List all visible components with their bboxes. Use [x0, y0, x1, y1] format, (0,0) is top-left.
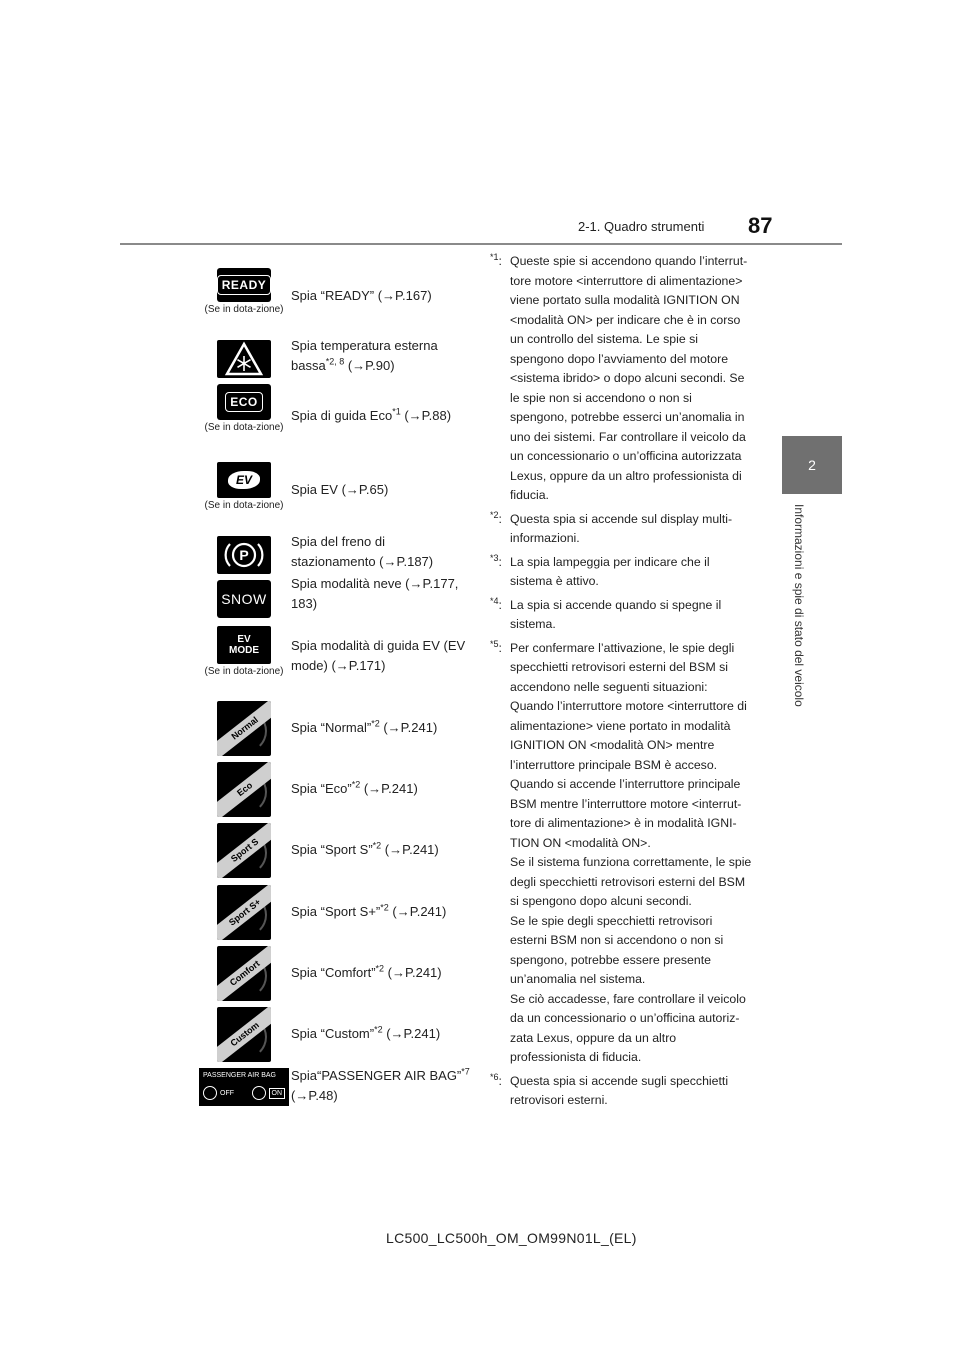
footnote-4: $^{*4}$: La spia si accende quando si spegne il sistema. [490, 595, 722, 631]
snow-mode-icon: SNOW [217, 580, 271, 618]
indicator-label: Spia “Comfort”$^{*2}$ (→P.241) [291, 963, 442, 980]
airbag-off-icon: OFF [203, 1086, 234, 1100]
parking-brake-icon [217, 536, 271, 574]
header-rule [120, 243, 842, 245]
indicator-row-snow [199, 576, 469, 620]
footnote-1: $^{*1}$: Queste spie si accendono quando l’interrut-tore motore <interruttore di alimentazione> viene portato sulla modalità IGNITION ON <modalità ON> per indicare che è in corso un controllo del sistema. Le spie si spengono dopo l’avviamento del motore <sistema ibrido> o dopo alcuni secondi. Se le spie non si accendono o non si spengono, potrebbe esserci un’anomalia in uno dei sistemi. Far controllare il veicolo da un concessionario o un’officina autorizzata Lexus, oppure da un altro professionista di fiducia. [490, 251, 748, 502]
ready-indicator-icon: READY [217, 268, 271, 302]
document-code: LC500_LC500h_OM_OM99N01L_(EL) [386, 1230, 637, 1246]
indicator-label: Spia “Sport S+”$^{*2}$ (→P.241) [291, 902, 447, 919]
indicator-row-ev [199, 462, 469, 532]
indicator-label: Spia “READY” (→P.167) [291, 288, 432, 303]
footnote-3: $^{*3}$: La spia lampeggia per indicare che il sistema è attivo. [490, 552, 710, 588]
optional-note: (Se in dota-zione) [204, 422, 284, 433]
chapter-tab [782, 436, 842, 494]
indicator-label: Spia “Custom”$^{*2}$ (→P.241) [291, 1024, 441, 1041]
indicator-label: Spia del freno di stazionamento (→P.187) [291, 534, 434, 569]
optional-note: (Se in dota-zione) [204, 304, 284, 315]
indicator-row-sport-s [199, 823, 469, 879]
indicator-label: Spia temperatura esterna bassa$^{*2, 8}$ (→P.90) [291, 338, 438, 373]
chapter-number: 2 [808, 457, 816, 473]
comfort-mode-icon: Comfort [217, 946, 271, 1001]
sport-s-mode-icon: Sport S [217, 823, 271, 878]
indicator-label: Spia “Sport S”$^{*2}$ (→P.241) [291, 840, 439, 857]
page-number: 87 [748, 213, 773, 238]
indicator-label: Spia modalità neve (→P.177, 183) [291, 576, 459, 611]
indicator-label: Spia di guida Eco$^{*1}$ (→P.88) [291, 406, 452, 423]
footnote-5: $^{*5}$: Per confermare l’attivazione, le spie degli specchietti retrovisori esterni del BSM si accendono nelle seguenti situazioni: Quando l’interruttore motore <interruttore di alimentazione> viene portato in modalità IGNITION ON <modalità ON> mentre l’interruttore principale BSM è acceso. Quando si accende l’interruttore principale BSM mentre l’interruttore motore <interrut-tore di alimentazione> è in modalità IGNI-TION ON <modalità ON>. Se il sistema funziona correttamente, le spie degli specchietti retrovisori esterni del BSM si spengono dopo alcuni secondi. Se le spie degli specchietti retrovisori esterni BSM non si accendono o non si spengono, potrebbe essere presente un’anomalia nel sistema. Se ciò accadesse, fare controllare il veicolo da un concessionario o un’officina autoriz-zata Lexus, oppure da un altro professionista di fiducia. [490, 638, 752, 1064]
optional-note: (Se in dota-zione) [204, 666, 284, 677]
indicator-row-low-temp [199, 340, 469, 380]
indicator-row-ready [199, 268, 469, 336]
ev-indicator-icon: EV [217, 462, 271, 498]
chapter-title: Informazioni e spie di stato del veicolo [792, 504, 806, 707]
normal-mode-icon: Normal [217, 701, 271, 756]
indicator-label: Spia modalità di guida EV (EV mode) (→P.171) [291, 638, 466, 673]
indicator-row-eco [199, 762, 469, 818]
svg-text:P: P [239, 547, 249, 563]
passenger-airbag-icon: PASSENGER AIR BAG OFF ON [199, 1068, 289, 1106]
eco-indicator-icon: ECO [217, 384, 271, 420]
footnote-6: $^{*6}$: Questa spia si accende sugli specchietti retrovisori esterni. [490, 1071, 729, 1107]
snowflake-warning-icon [217, 340, 271, 378]
eco-mode-icon: Eco [217, 762, 271, 817]
indicator-row-passenger-airbag [199, 1068, 469, 1108]
indicator-row-normal [199, 701, 469, 757]
ev-mode-icon: EV MODE [217, 626, 271, 664]
indicator-label: Spia “Normal”$^{*2}$ (→P.241) [291, 718, 438, 735]
indicator-label: Spia “Eco”$^{*2}$ (→P.241) [291, 779, 418, 796]
sport-s-plus-mode-icon: Sport S+ [217, 885, 271, 940]
indicator-row-custom [199, 1007, 469, 1063]
indicator-label: Spia“PASSENGER AIR BAG”$^{*7}$ (→P.48) [291, 1066, 470, 1103]
custom-mode-icon: Custom [217, 1007, 271, 1062]
section-title: 2-1. Quadro strumenti [578, 219, 705, 234]
footnotes [490, 252, 752, 1115]
indicator-row-parking-brake [199, 536, 469, 576]
optional-note: (Se in dota-zione) [204, 500, 284, 511]
indicator-label: Spia EV (→P.65) [291, 482, 389, 497]
airbag-on-icon: ON [252, 1086, 286, 1100]
indicator-row-eco-drive [199, 384, 469, 452]
indicator-row-sport-s-plus [199, 885, 469, 941]
indicator-row-ev-mode [199, 626, 469, 696]
indicator-row-comfort [199, 946, 469, 1002]
footnote-2: $^{*2}$: Questa spia si accende sul display multi-informazioni. [490, 509, 733, 545]
